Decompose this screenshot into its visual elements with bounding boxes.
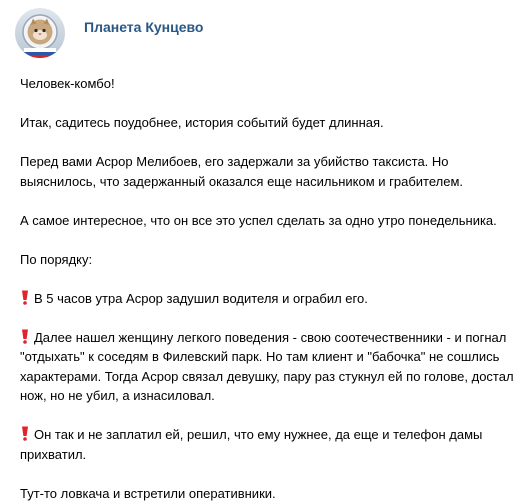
paragraph-text: Итак, садитесь поудобнее, история событий будет длинная. bbox=[20, 115, 384, 130]
post-paragraph bbox=[20, 74, 520, 94]
post-paragraph bbox=[20, 484, 520, 503]
red-exclamation-icon bbox=[20, 329, 30, 344]
red-exclamation-icon bbox=[20, 290, 30, 305]
post-paragraph bbox=[20, 211, 520, 231]
post-header bbox=[15, 8, 204, 60]
paragraph-text: А самое интересное, что он все это успел сделать за одно утро понедельника. bbox=[20, 213, 497, 228]
paragraph-text: По порядку: bbox=[20, 252, 92, 267]
post-paragraph bbox=[20, 113, 520, 133]
paragraph-text: Далее нашел женщину легкого поведения - свою соотечественники - и погнал "отдыхать" к соседям в Филевский парк. Но там клиент и "бабочка" не сошлись характерами. Тогда Асрор связал девушку, пару раз стукнул ей по голове, достал нож, но не убил, а изнасиловал. bbox=[20, 330, 514, 404]
post-paragraph bbox=[20, 289, 520, 309]
post-paragraph bbox=[20, 152, 520, 191]
author-name-link[interactable]: Планета Кунцево bbox=[84, 19, 204, 35]
paragraph-text: Тут-то ловкача и встретили оперативники. bbox=[20, 486, 276, 501]
paragraph-text: В 5 часов утра Асрор задушил водителя и ограбил его. bbox=[34, 291, 368, 306]
paragraph-text: Он так и не заплатил ей, решил, что ему нужнее, да еще и телефон дамы прихватил. bbox=[20, 427, 482, 462]
post-text bbox=[20, 74, 520, 503]
post-paragraph bbox=[20, 328, 520, 406]
astronaut-cat-avatar-icon bbox=[15, 8, 65, 58]
paragraph-text: Человек-комбо! bbox=[20, 76, 115, 91]
red-exclamation-icon bbox=[20, 426, 30, 441]
post-paragraph bbox=[20, 425, 520, 464]
paragraph-text: Перед вами Асрор Мелибоев, его задержали за убийство таксиста. Но выяснилось, что задержанный оказался еще насильником и грабителем. bbox=[20, 154, 463, 189]
avatar[interactable] bbox=[15, 8, 65, 58]
post-paragraph bbox=[20, 250, 520, 270]
